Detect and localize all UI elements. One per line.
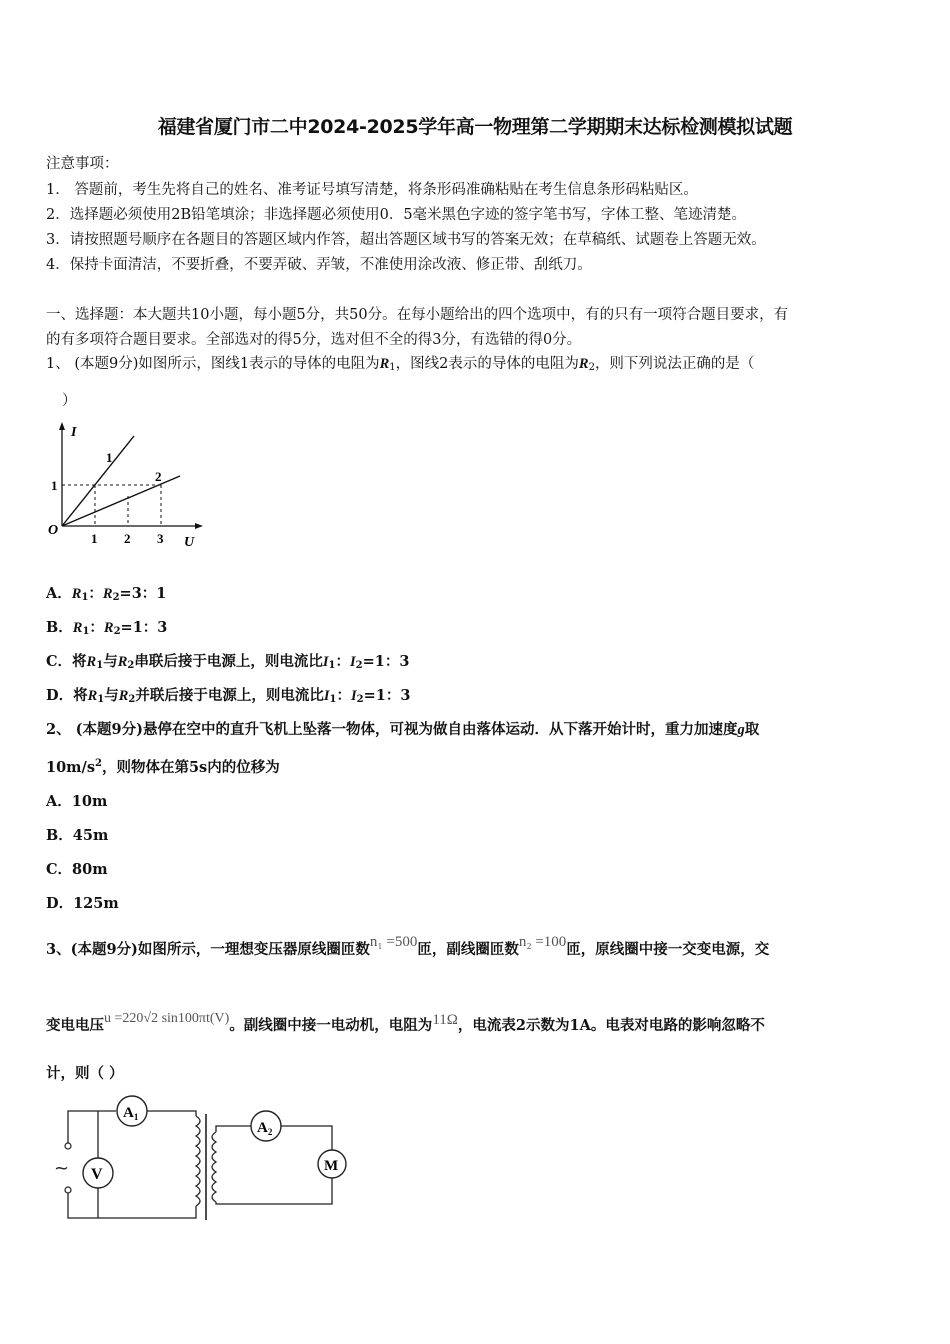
primary-coil	[196, 1116, 200, 1206]
q1-stem-end: ）	[62, 393, 77, 409]
formula-r: 11Ω	[432, 1012, 458, 1028]
x-tick-label: 1	[91, 531, 98, 546]
q2-stem: 2、 (本题9分)悬停在空中的直升飞机上坠落一物体，可视为做自由落体运动．从下落开始计时，重力加速度g取	[46, 721, 760, 738]
ammeter-a2-label: $A_2$	[257, 1120, 273, 1137]
notice-item: 3．请按照题号顺序在各题目的答题区域内作答，超出答题区域书写的答案无效；在草稿纸、试题卷上答题无效。	[46, 232, 766, 248]
q1-iu-graph	[44, 420, 204, 550]
graph-line-2	[62, 476, 180, 526]
formula-n2: n₂ =100	[518, 934, 567, 950]
q3-stem-line2: 变电电压u =220√2 sin100πt(V)。副线圈中接一电动机，电阻为11Ω，电流表2示数为1A。电表对电路的影响忽略不	[46, 1011, 765, 1034]
primary-wire-bottom	[68, 1193, 196, 1218]
ac-terminal-top	[65, 1143, 71, 1149]
formula-u: u =220√2 sin100πt(V)	[104, 1011, 230, 1026]
page-title: 福建省厦门市二中2024-2025学年高一物理第二学期期末达标检测模拟试题	[157, 116, 793, 138]
y-axis-label: I	[71, 425, 77, 440]
q3-circuit-diagram	[50, 1096, 360, 1226]
q1-option-b[interactable]: B．$R_1$：$R_2=1$：3	[46, 619, 168, 637]
q2-option-d[interactable]: D．125m	[46, 895, 119, 912]
y-tick-label: 1	[51, 478, 58, 493]
ac-symbol: ~	[54, 1158, 70, 1179]
primary-wire-top-right	[147, 1111, 196, 1116]
formula-n1: n₁ =500	[369, 934, 418, 950]
x-tick-label: 3	[157, 531, 164, 546]
ac-terminal-bottom	[65, 1187, 71, 1193]
secondary-coil	[212, 1132, 216, 1202]
line-2-label: 2	[155, 469, 162, 484]
notice-item: 2．选择题必须使用2B铅笔填涂；非选择题必须使用0．5毫米黑色字迹的签字笔书写，字体工整、笔迹清楚。	[46, 207, 747, 223]
q1-option-a[interactable]: A．$R_1$：$R_2=3$：1	[46, 585, 167, 603]
graph-line-1	[62, 436, 134, 526]
q3-stem-line3: 计，则（ ）	[46, 1065, 124, 1082]
x-axis-arrow	[195, 523, 203, 529]
motor-m-label: M	[324, 1158, 339, 1174]
y-axis-arrow	[59, 422, 65, 430]
primary-wire-top	[68, 1111, 116, 1143]
voltmeter-v-label: V	[91, 1166, 103, 1183]
notice-item: 1． 答题前，考生先将自己的姓名、准考证号填写清楚，将条形码准确粘贴在考生信息条形码粘贴区。	[46, 182, 698, 198]
q2-option-b[interactable]: B．45m	[46, 827, 109, 844]
section-intro: 的有多项符合题目要求。全部选对的得5分，选对但不全的得3分，有选错的得0分。	[46, 332, 582, 348]
x-tick-label: 2	[124, 531, 131, 546]
secondary-wire-bottom	[216, 1178, 332, 1204]
q3-stem: 3、(本题9分)如图所示，一理想变压器原线圈匝数n₁ =500匝，副线圈匝数n₂ =100匝，原线圈中接一交变电源，交	[46, 934, 770, 958]
origin-label: O	[48, 523, 59, 538]
secondary-wire-top	[216, 1126, 251, 1132]
q1-option-d[interactable]: D．将$R_1$与$R_2$并联后接于电源上，则电流比$I_1$：$I_2=1$：3	[46, 687, 411, 705]
q2-option-c[interactable]: C．80m	[46, 861, 108, 878]
section-intro: 一、选择题：本大题共10小题，每小题5分，共50分。在每小题给出的四个选项中，有的只有一项符合题目要求，有	[46, 307, 789, 323]
q2-stem-line2: $10m/s^2$，则物体在第5s内的位移为	[46, 758, 280, 776]
q1-option-c[interactable]: C．将$R_1$与$R_2$串联后接于电源上，则电流比$I_1$：$I_2=1$：3	[46, 653, 410, 671]
x-axis-label: U	[184, 535, 195, 550]
line-1-label: 1	[106, 450, 113, 465]
notice-item: 4．保持卡面清洁，不要折叠，不要弄破、弄皱，不准使用涂改液、修正带、刮纸刀。	[46, 257, 592, 273]
notice-heading: 注意事项：	[46, 156, 119, 172]
q1-stem: 1、 (本题9分)如图所示，图线1表示的导体的电阻为$R_1$，图线2表示的导体的电阻为$R_2$，则下列说法正确的是（	[46, 356, 755, 373]
secondary-wire-right	[281, 1126, 332, 1150]
q2-option-a[interactable]: A．10m	[46, 793, 108, 810]
ammeter-a1-label: $A_1$	[123, 1105, 139, 1122]
